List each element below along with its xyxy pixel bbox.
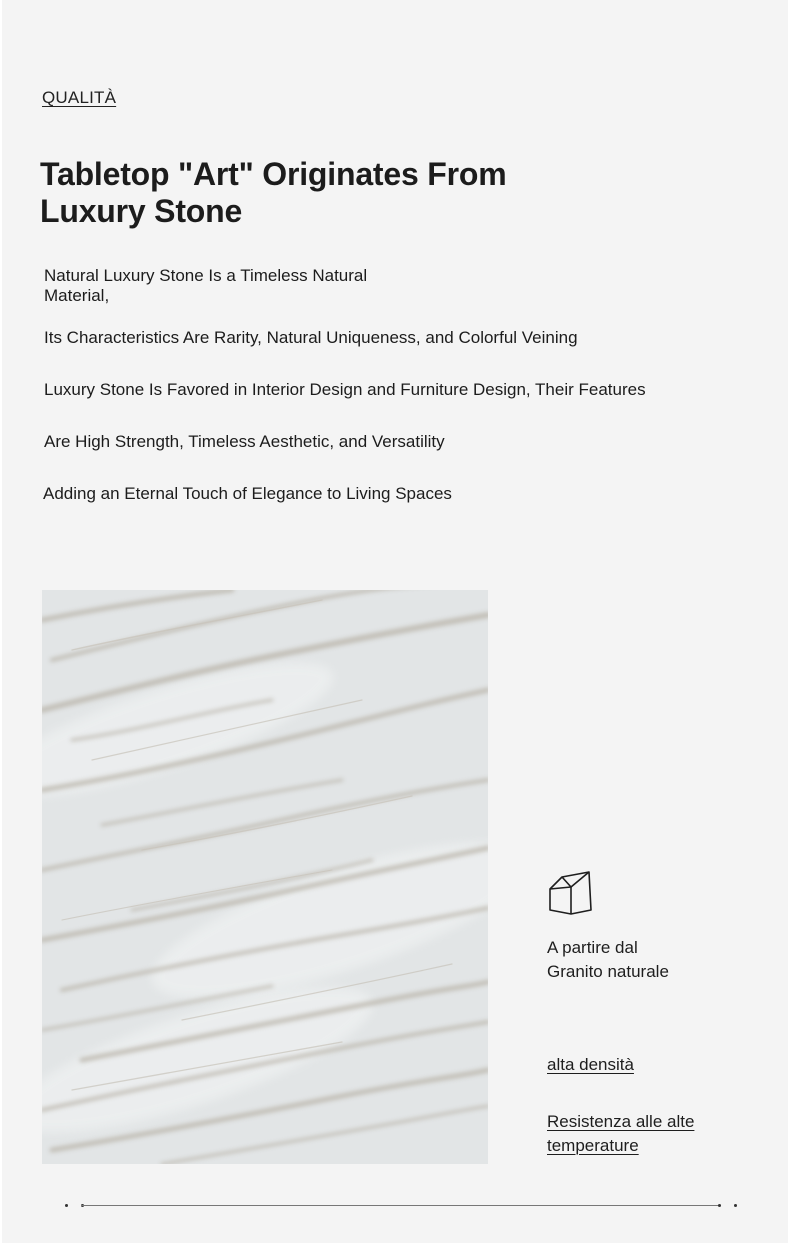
quality-section	[2, 0, 788, 1243]
marble-stone-image	[42, 590, 488, 1164]
paragraph-2: Its Characteristics Are Rarity, Natural Uniqueness, and Colorful Veining	[44, 328, 578, 347]
page-title	[40, 156, 560, 230]
feature-line-2: Granito naturale	[547, 962, 669, 981]
marble-texture	[42, 590, 488, 1164]
paragraph-3: Luxury Stone Is Favored in Interior Design and Furniture Design, Their Features	[44, 380, 646, 399]
paragraph-4: Are High Strength, Timeless Aesthetic, and Versatility	[44, 432, 445, 451]
density-link[interactable]: alta densità	[547, 1055, 634, 1074]
paragraph-5: Adding an Eternal Touch of Elegance to Living Spaces	[43, 484, 452, 503]
paragraph-1: Natural Luxury Stone Is a Timeless Natural Material,	[44, 266, 368, 305]
title-line-1: Tabletop "Art" Originates From	[40, 156, 507, 192]
temperature-resistance-link[interactable]: Resistenza alle alte temperature	[547, 1112, 695, 1155]
section-eyebrow: QUALITÀ	[42, 88, 117, 107]
divider-dot-right-outer	[734, 1204, 737, 1207]
feature-line-1: A partire dal	[547, 938, 638, 957]
bottom-divider	[81, 1205, 719, 1206]
divider-dot-left-outer	[65, 1204, 68, 1207]
house-outline-icon	[547, 870, 593, 916]
feature-description	[547, 936, 669, 984]
divider-dot-right-inner	[718, 1204, 721, 1207]
title-line-2: Luxury Stone	[40, 193, 243, 229]
